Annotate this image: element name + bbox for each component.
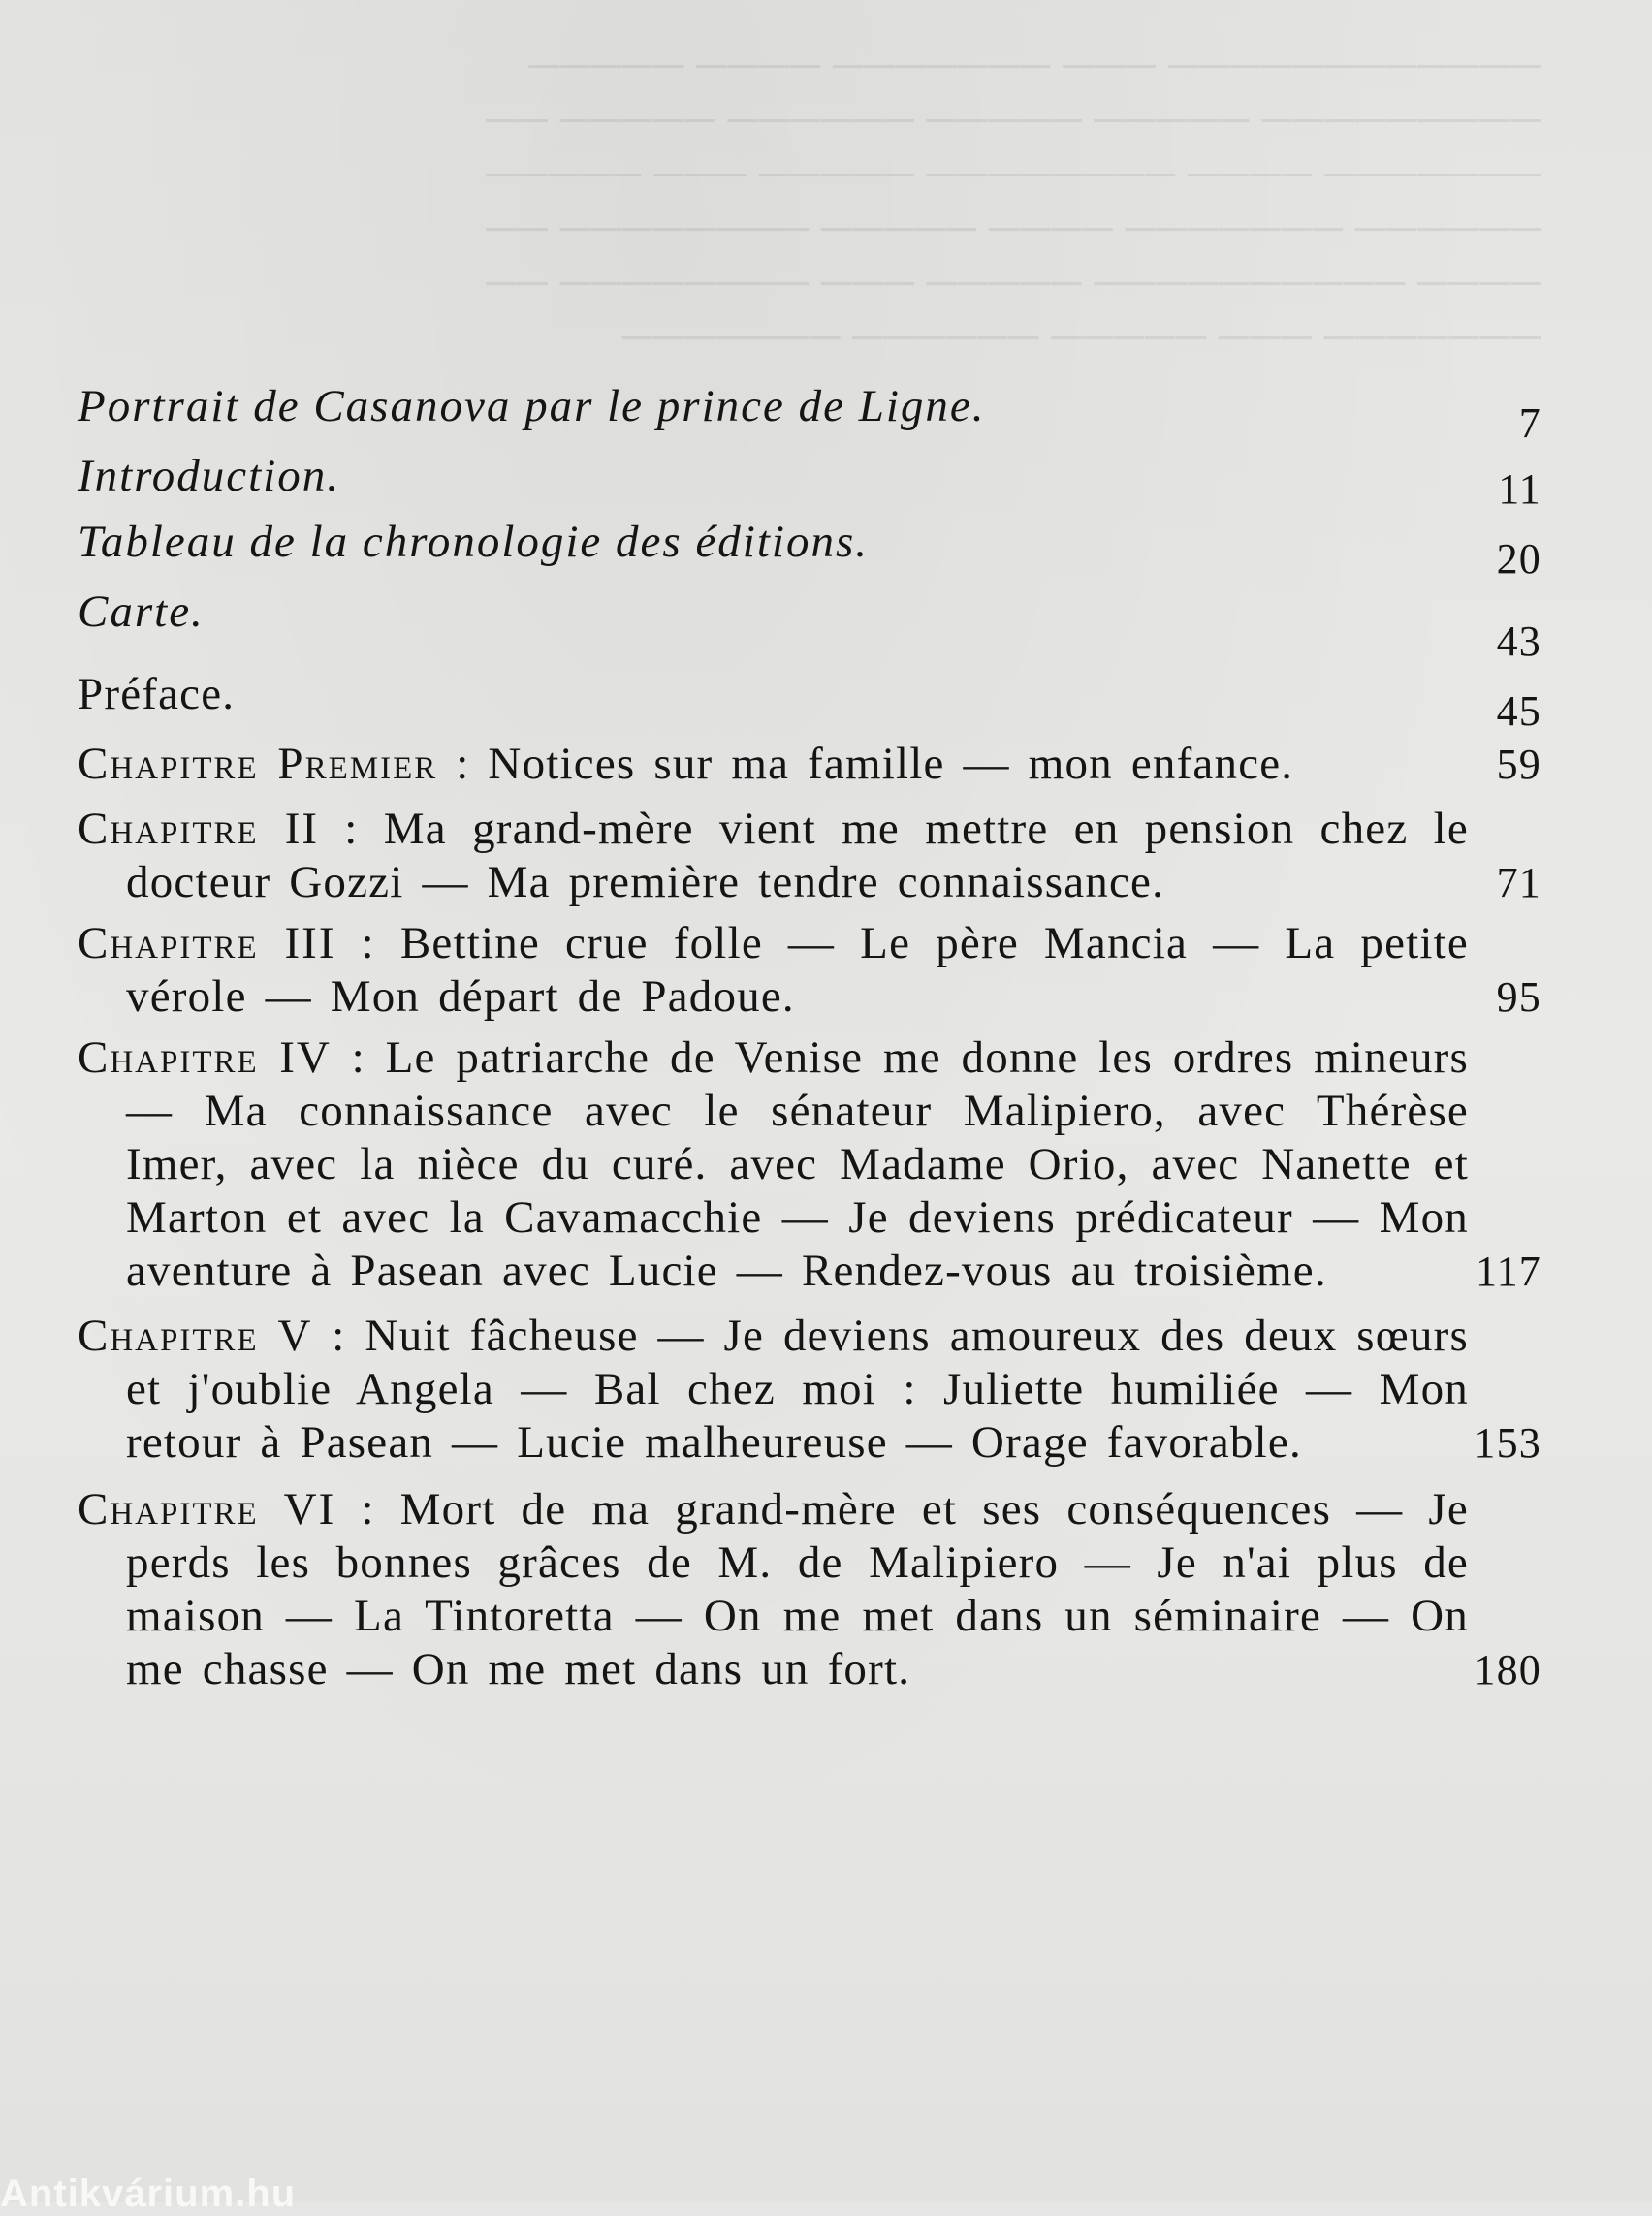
chapter-separator: :	[312, 1311, 365, 1361]
chapter-label: Chapitre IV	[78, 1032, 332, 1083]
chapter-separator: :	[437, 739, 489, 789]
chapter-separator: :	[335, 1484, 400, 1535]
chapter-label: Chapitre Premier	[78, 739, 438, 789]
toc-chapter-5	[78, 1310, 1541, 1470]
toc-entry-carte	[78, 586, 1541, 668]
toc-page-number: 11	[1498, 465, 1541, 513]
chapter-separator: :	[335, 918, 400, 968]
toc-entry-introduction	[78, 450, 1541, 516]
toc-page-number: 7	[1518, 399, 1541, 447]
toc-chapter-1	[78, 738, 1541, 791]
toc-page-number: 71	[1496, 859, 1541, 906]
chapter-label: Chapitre VI	[78, 1484, 336, 1535]
toc-page-number: 153	[1474, 1419, 1541, 1467]
chapter-summary: Le patriarche de Venise me donne les ordres mineurs — Ma connaissance avec le sénateur Malipiero, avec Thérèse Imer, avec la nièce du curé. avec Madame Orio, avec Nanette et Marton et avec la Cavamacchie — Je deviens prédicateur — Mon aventure à Pasean avec Lucie — Rendez-vous au troisième.	[126, 1032, 1469, 1296]
chapter-label: Chapitre III	[78, 918, 336, 968]
table-of-contents	[78, 380, 1541, 1696]
toc-entry-preface	[78, 668, 1541, 738]
chapter-separator: :	[319, 804, 384, 854]
show-through-text: ──────────── ─── ─────── ──── ───── ───────── ───── ───── ────── ───── ── ─────── ──── ──────── ───── ─── ───── ────── ─────── ──── ───── ──────── ── ──── ────────── ───── ─── ──────── ── ─────── ─── ───── ────── ───────	[485, 42, 1541, 359]
toc-page-number: 59	[1496, 741, 1541, 788]
chapter-label: Chapitre V	[78, 1311, 313, 1361]
toc-page-number: 20	[1496, 535, 1541, 583]
toc-chapter-2	[78, 803, 1541, 909]
toc-entry-title: Carte.	[78, 586, 205, 637]
toc-entry-title: Préface.	[78, 669, 236, 719]
chapter-summary: Nuit fâcheuse — Je deviens amoureux des deux sœurs et j'oublie Angela — Bal chez moi : Juliette humiliée — Mon retour à Pasean — Lucie malheureuse — Orage favorable.	[126, 1311, 1469, 1468]
toc-entry-title: Introduction.	[78, 451, 340, 501]
toc-page-number: 43	[1496, 617, 1541, 665]
chapter-summary: Mort de ma grand-mère et ses conséquences — Je perds les bonnes grâces de M. de Malipiero — Je n'ai plus de maison — La Tintoretta — On me met dans un séminaire — On me chasse — On me met dans un fort.	[126, 1484, 1469, 1694]
toc-chapter-6	[78, 1483, 1541, 1696]
toc-entry-title: Portrait de Casanova par le prince de Ligne.	[78, 381, 986, 431]
toc-entry-portrait	[78, 380, 1541, 450]
toc-page-number: 95	[1496, 973, 1541, 1021]
toc-page-number: 117	[1476, 1248, 1541, 1295]
toc-page-number: 45	[1496, 687, 1541, 735]
chapter-summary: Ma grand-mère vient me mettre en pension chez le docteur Gozzi — Ma première tendre connaissance.	[126, 804, 1469, 907]
chapter-separator: :	[331, 1032, 386, 1083]
toc-chapter-4	[78, 1031, 1541, 1298]
toc-entry-title: Tableau de la chronologie des éditions.	[78, 517, 870, 567]
toc-page-number: 180	[1474, 1646, 1541, 1694]
chapter-summary: Notices sur ma famille — mon enfance.	[488, 739, 1294, 789]
chapter-label: Chapitre II	[78, 804, 320, 854]
toc-entry-tableau	[78, 516, 1541, 586]
toc-chapter-3	[78, 917, 1541, 1024]
chapter-summary: Bettine crue folle — Le père Mancia — La petite vérole — Mon départ de Padoue.	[126, 918, 1469, 1022]
watermark: Antikvárium.hu	[0, 2172, 297, 2215]
